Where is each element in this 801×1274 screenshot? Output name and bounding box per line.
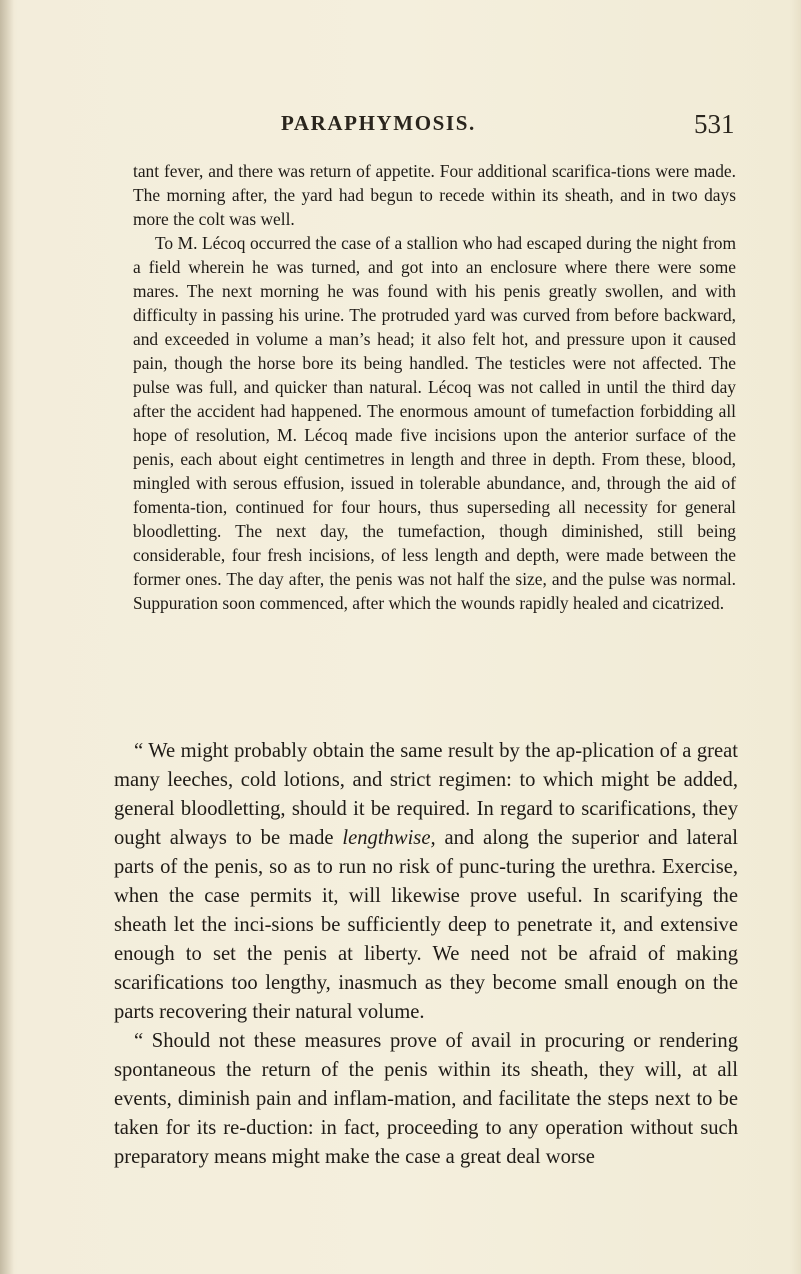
page-number: 531 (694, 109, 735, 139)
quote-paragraph-1 (114, 737, 738, 1027)
quoted-recommendation-text (114, 737, 738, 1172)
case-report-text (133, 159, 736, 615)
paragraph-1: tant fever, and there was return of appetite. Four additional scarifica-tions were made. The morning after, the yard had begun to recede within its sheath, and in two days more the colt was well. (133, 161, 736, 229)
page-gutter-shadow (0, 0, 14, 1274)
quote-1-text-after: and along the superior and lateral parts of the penis, so as to run no risk of punc-turing the urethra. Exercise, when the case permits it, will likewise prove useful. In scarifying the sheath let the inci-sions be sufficiently deep to penetrate it, and extensive enough to set the penis at liberty. We need not be afraid of making scarifications too lengthy, inasmuch as they become small enough on the parts recovering their natural volume. (114, 827, 738, 1023)
quote-1-emphasis: lengthwise, (342, 827, 436, 849)
running-title: PARAPHYMOSIS. (281, 111, 476, 135)
quote-1-text-before: “ We might probably obtain the same result by the ap-plication of a great many leeches, cold lotions, and strict regimen: to which might be added, general bloodletting, should it be required. In regard to scarifications, they ought always to be made (114, 740, 738, 849)
quote-paragraph-2: “ Should not these measures prove of avail in procuring or rendering spontaneous the return of the penis within its sheath, they will, at all events, diminish pain and inflam-mation, and facilitate the steps next to be taken for its re-duction: in fact, proceeding to any operation without such preparatory means might make the case a great deal worse (114, 1030, 738, 1168)
paragraph-2: To M. Lécoq occurred the case of a stallion who had escaped during the night from a field wherein he was turned, and got into an enclosure where there were some mares. The next morning he was found with his penis greatly swollen, and with difficulty in passing his urine. The protruded yard was curved from before backward, and exceeded in volume a man’s head; it also felt hot, and pressure upon it caused pain, though the horse bore its being handled. The testicles were not affected. The pulse was full, and quicker than natural. Lécoq was not called in until the third day after the accident had happened. The enormous amount of tumefaction forbidding all hope of resolution, M. Lécoq made five incisions upon the anterior surface of the penis, each about eight centimetres in length and three in depth. From these, blood, mingled with serous effusion, issued in tolerable abundance, and, through the aid of fomenta-tion, continued for four hours, thus superseding all necessity for general bloodletting. The next day, the tumefaction, though diminished, still being considerable, four fresh incisions, of less length and depth, were made between the former ones. The day after, the penis was not half the size, and the pulse was normal. Suppuration soon commenced, after which the wounds rapidly healed and cicatrized. (133, 233, 736, 613)
running-head (0, 111, 801, 151)
